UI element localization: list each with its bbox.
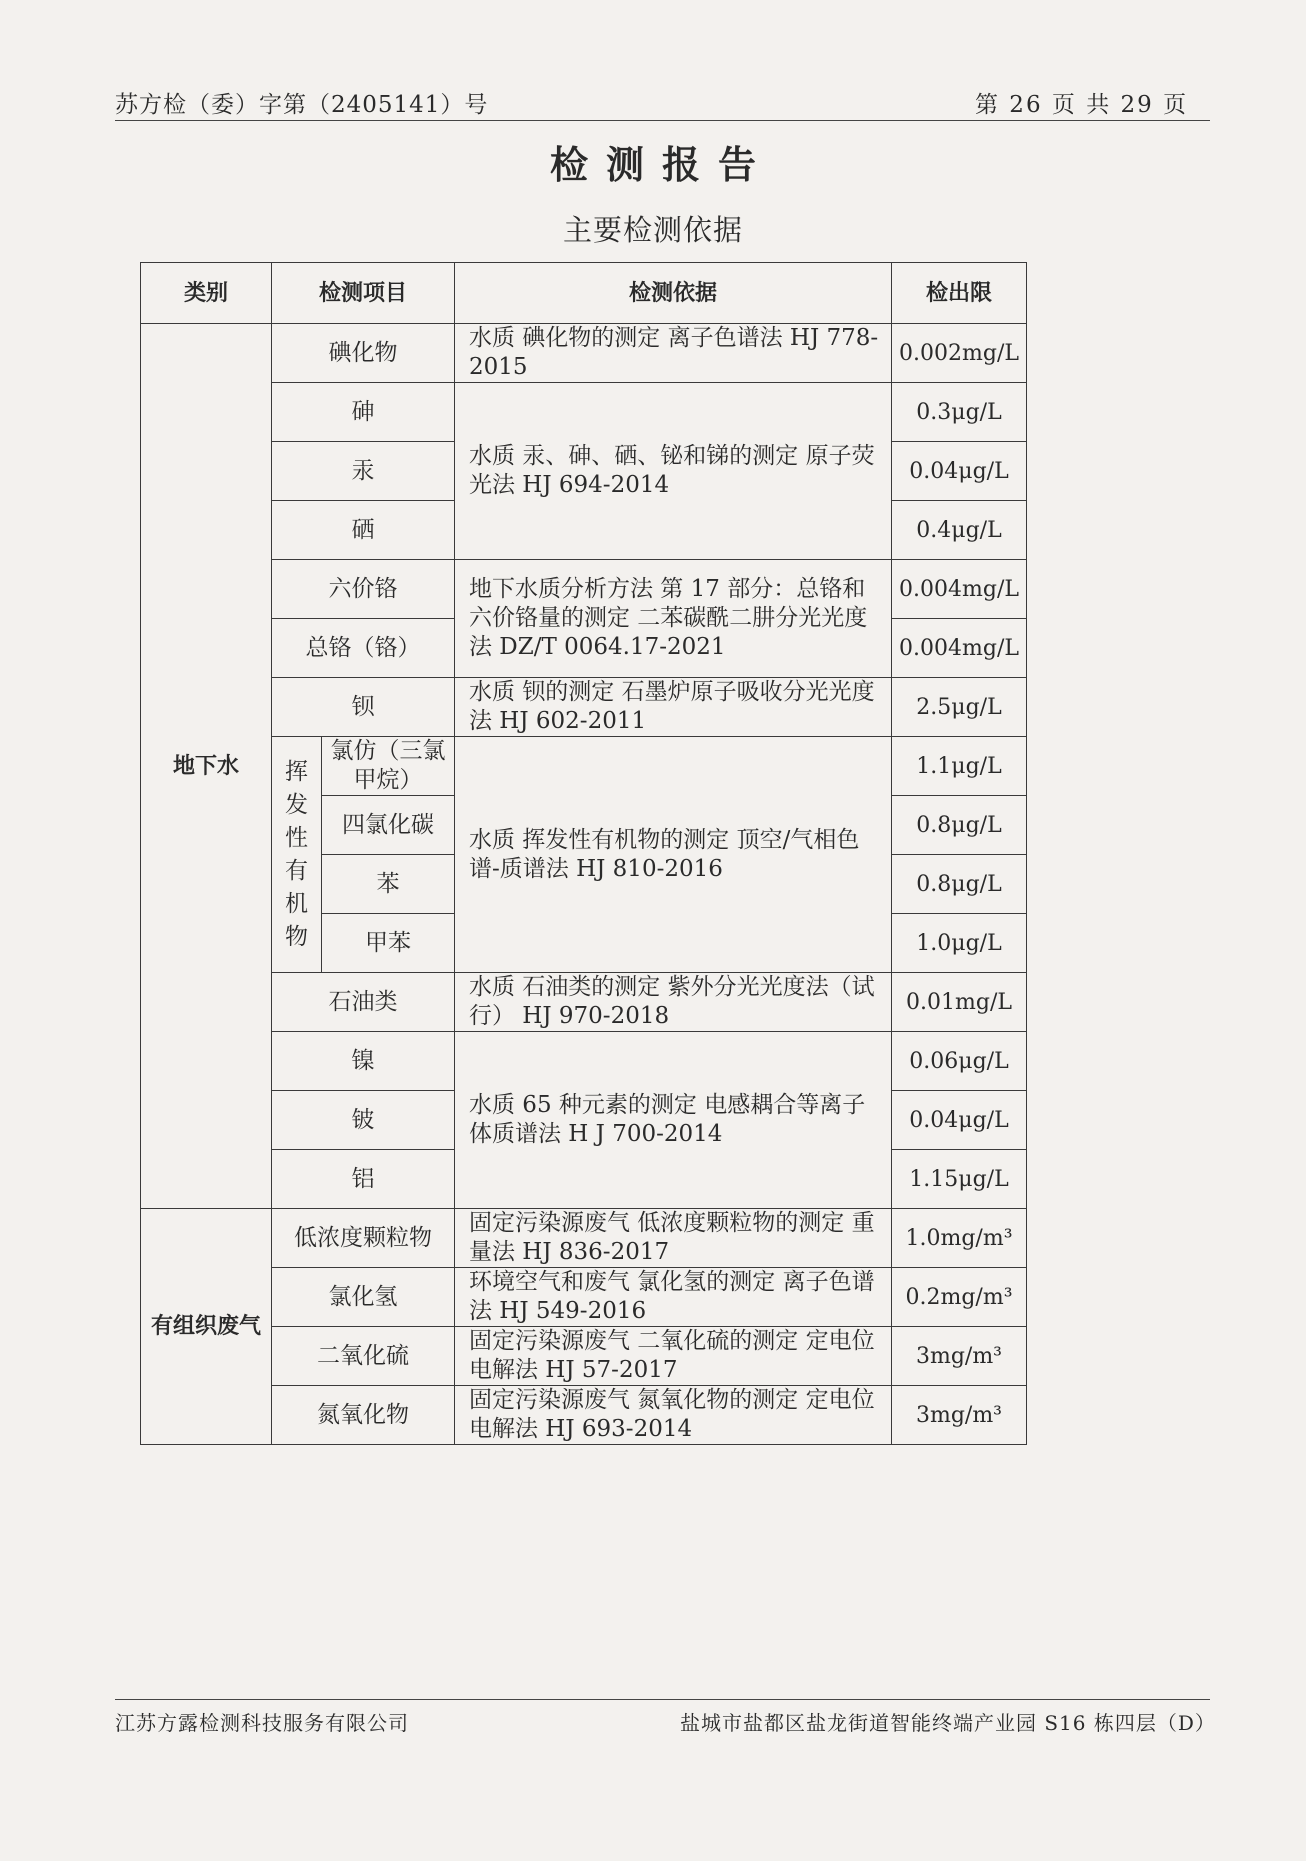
basis-cell: 水质 65 种元素的测定 电感耦合等离子体质谱法 H J 700-2014 (455, 1032, 892, 1209)
limit-cell: 0.8μg/L (892, 796, 1027, 855)
category-cell: 有组织废气 (141, 1209, 272, 1445)
col-header-category: 类别 (141, 263, 272, 324)
limit-cell: 0.4μg/L (892, 501, 1027, 560)
limit-cell: 0.04μg/L (892, 442, 1027, 501)
limit-cell: 0.06μg/L (892, 1032, 1027, 1091)
limit-cell: 0.3μg/L (892, 383, 1027, 442)
basis-cell: 环境空气和废气 氯化氢的测定 离子色谱法 HJ 549-2016 (455, 1268, 892, 1327)
basis-cell: 固定污染源废气 低浓度颗粒物的测定 重量法 HJ 836-2017 (455, 1209, 892, 1268)
footer-company: 江苏方露检测科技服务有限公司 (115, 1711, 409, 1735)
basis-cell: 固定污染源废气 氮氧化物的测定 定电位电解法 HJ 693-2014 (455, 1386, 892, 1445)
item-cell: 硒 (272, 501, 455, 560)
table-row (141, 973, 1027, 1032)
limit-cell: 0.8μg/L (892, 855, 1027, 914)
table-header-row (141, 263, 1027, 324)
item-cell: 汞 (272, 442, 455, 501)
table-row (141, 1209, 1027, 1268)
limit-cell: 0.04μg/L (892, 1091, 1027, 1150)
limit-cell: 1.1μg/L (892, 737, 1027, 796)
limit-cell: 0.01mg/L (892, 973, 1027, 1032)
limit-cell: 1.0mg/m³ (892, 1209, 1027, 1268)
limit-cell: 0.2mg/m³ (892, 1268, 1027, 1327)
page-indicator: 第 26 页 共 29 页 (975, 92, 1189, 118)
basis-cell: 地下水质分析方法 第 17 部分：总铬和六价铬量的测定 二苯碳酰二肼分光光度法 DZ/T 0064.17-2021 (455, 560, 892, 678)
limit-cell: 1.0μg/L (892, 914, 1027, 973)
basis-cell: 水质 钡的测定 石墨炉原子吸收分光光度法 HJ 602-2011 (455, 678, 892, 737)
item-cell: 镍 (272, 1032, 455, 1091)
limit-cell: 0.002mg/L (892, 324, 1027, 383)
col-header-basis: 检测依据 (455, 263, 892, 324)
table-row (141, 737, 1027, 796)
footer-rule (115, 1699, 1210, 1700)
basis-cell: 固定污染源废气 二氧化硫的测定 定电位电解法 HJ 57-2017 (455, 1327, 892, 1386)
limit-cell: 0.004mg/L (892, 560, 1027, 619)
item-cell: 苯 (322, 855, 455, 914)
limit-cell: 3mg/m³ (892, 1327, 1027, 1386)
item-cell: 碘化物 (272, 324, 455, 383)
item-cell: 六价铬 (272, 560, 455, 619)
table-row (141, 1386, 1027, 1445)
item-cell: 氯仿（三氯甲烷） (322, 737, 455, 796)
table-row (141, 383, 1027, 442)
limit-cell: 0.004mg/L (892, 619, 1027, 678)
table-row (141, 1327, 1027, 1386)
basis-cell: 水质 石油类的测定 紫外分光光度法（试行） HJ 970-2018 (455, 973, 892, 1032)
table-row (141, 1032, 1027, 1091)
item-cell: 铝 (272, 1150, 455, 1209)
table-row (141, 560, 1027, 619)
basis-cell: 水质 汞、砷、硒、铋和锑的测定 原子荧光法 HJ 694-2014 (455, 383, 892, 560)
basis-table (140, 262, 1027, 1445)
item-cell: 钡 (272, 678, 455, 737)
item-cell: 铍 (272, 1091, 455, 1150)
item-cell: 总铬（铬） (272, 619, 455, 678)
category-cell: 地下水 (141, 324, 272, 1209)
item-cell: 二氧化硫 (272, 1327, 455, 1386)
page-title: 检测报告 (549, 142, 774, 187)
item-cell: 氮氧化物 (272, 1386, 455, 1445)
basis-cell: 水质 挥发性有机物的测定 顶空/气相色谱-质谱法 HJ 810-2016 (455, 737, 892, 973)
col-header-item: 检测项目 (272, 263, 455, 324)
item-cell: 四氯化碳 (322, 796, 455, 855)
col-header-limit: 检出限 (892, 263, 1027, 324)
report-number: 苏方检（委）字第（2405141）号 (115, 92, 489, 118)
item-cell: 氯化氢 (272, 1268, 455, 1327)
table-row (141, 678, 1027, 737)
limit-cell: 2.5μg/L (892, 678, 1027, 737)
limit-cell: 3mg/m³ (892, 1386, 1027, 1445)
footer-address: 盐城市盐都区盐龙街道智能终端产业园 S16 栋四层（D） (680, 1711, 1216, 1735)
item-cell: 低浓度颗粒物 (272, 1209, 455, 1268)
item-cell: 石油类 (272, 973, 455, 1032)
header-rule (115, 120, 1210, 121)
table-row (141, 1268, 1027, 1327)
item-cell: 砷 (272, 383, 455, 442)
limit-cell: 1.15μg/L (892, 1150, 1027, 1209)
item-cell: 甲苯 (322, 914, 455, 973)
section-subtitle: 主要检测依据 (562, 213, 743, 247)
basis-cell: 水质 碘化物的测定 离子色谱法 HJ 778-2015 (455, 324, 892, 383)
table-row (141, 324, 1027, 383)
voc-group-cell: 挥发性有机物 (272, 737, 322, 973)
